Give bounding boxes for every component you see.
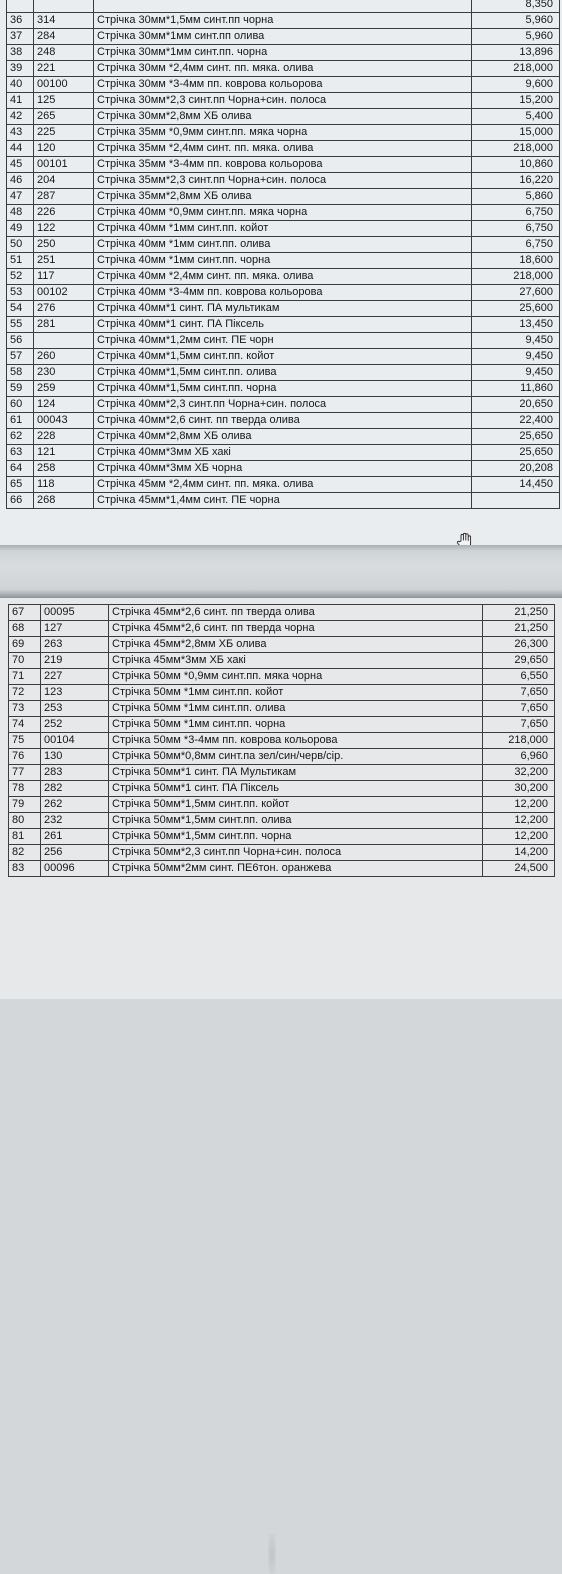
item-name-cell: Стрічка 40мм*2,3 синт.пп Чорна+син. полоса (94, 397, 472, 413)
row-number-cell: 73 (9, 701, 41, 717)
item-price-cell: 218,000 (483, 733, 555, 749)
item-price-cell: 6,550 (483, 669, 555, 685)
table-row (7, 0, 560, 13)
item-code-cell: 225 (34, 125, 94, 141)
item-price-cell: 218,000 (472, 269, 560, 285)
item-price-cell: 218,000 (472, 61, 560, 77)
item-name-cell: Стрічка 35мм *3-4мм пп. коврова кольорова (94, 157, 472, 173)
item-code-cell: 262 (41, 797, 109, 813)
table-row (7, 29, 560, 45)
item-name-cell: Стрічка 40мм*3мм ХБ хакі (94, 445, 472, 461)
table-row (9, 781, 555, 797)
item-name-cell: Стрічка 40мм*1,5мм синт.пп. олива (94, 365, 472, 381)
table-row (7, 445, 560, 461)
item-code-cell: 256 (41, 845, 109, 861)
row-number-cell: 48 (7, 205, 34, 221)
item-name-cell: Стрічка 50мм *0,9мм синт.пп. мяка чорна (109, 669, 483, 685)
item-name-cell: Стрічка 50мм *1мм синт.пп. олива (109, 701, 483, 717)
item-price-cell: 30,200 (483, 781, 555, 797)
item-name-cell: Стрічка 35мм *0,9мм синт.пп. мяка чорна (94, 125, 472, 141)
table-row (7, 301, 560, 317)
item-name-cell: Стрічка 35мм *2,4мм синт. пп. мяка. олива (94, 141, 472, 157)
item-name-cell: Стрічка 50мм*1 синт. ПА Мультикам (109, 765, 483, 781)
item-code-cell: 00100 (34, 77, 94, 93)
item-name-cell: Стрічка 30мм *3-4мм пп. коврова кольорова (94, 77, 472, 93)
item-name-cell: Стрічка 45мм *2,4мм синт. пп. мяка. олива (94, 477, 472, 493)
item-code-cell: 124 (34, 397, 94, 413)
item-name-cell: Стрічка 45мм*2,6 синт. пп тверда олива (109, 605, 483, 621)
item-name-cell: Стрічка 40мм*3мм ХБ чорна (94, 461, 472, 477)
row-number-cell: 81 (9, 829, 41, 845)
item-code-cell: 221 (34, 61, 94, 77)
row-number-cell: 69 (9, 637, 41, 653)
row-number-cell: 52 (7, 269, 34, 285)
row-number-cell: 66 (7, 493, 34, 509)
row-number-cell: 71 (9, 669, 41, 685)
item-code-cell: 226 (34, 205, 94, 221)
item-price-cell: 13,450 (472, 317, 560, 333)
item-name-cell: Стрічка 50мм *3-4мм пп. коврова кольорова (109, 733, 483, 749)
item-name-cell: Стрічка 40мм *1мм синт.пп. олива (94, 237, 472, 253)
item-price-cell: 26,300 (483, 637, 555, 653)
item-name-cell: Стрічка 30мм*2,3 синт.пп Чорна+син. полоса (94, 93, 472, 109)
item-name-cell: Стрічка 50мм *1мм синт.пп. койот (109, 685, 483, 701)
item-price-cell: 21,250 (483, 621, 555, 637)
item-code-cell: 00102 (34, 285, 94, 301)
item-code-cell: 268 (34, 493, 94, 509)
table-row (7, 61, 560, 77)
price-sheet-top (0, 0, 562, 545)
row-number-cell: 83 (9, 861, 41, 877)
item-code-cell: 204 (34, 173, 94, 189)
table-row (7, 317, 560, 333)
row-number-cell: 62 (7, 429, 34, 445)
row-number-cell: 77 (9, 765, 41, 781)
row-number-cell: 45 (7, 157, 34, 173)
item-price-cell: 7,650 (483, 701, 555, 717)
row-number-cell: 37 (7, 29, 34, 45)
row-number-cell: 39 (7, 61, 34, 77)
row-number-cell: 57 (7, 349, 34, 365)
table-row (7, 477, 560, 493)
table-row (7, 13, 560, 29)
item-code-cell: 227 (41, 669, 109, 685)
item-code-cell: 127 (41, 621, 109, 637)
row-number-cell: 44 (7, 141, 34, 157)
table-row (9, 829, 555, 845)
item-code-cell: 253 (41, 701, 109, 717)
item-code-cell: 283 (41, 765, 109, 781)
item-code-cell: 284 (34, 29, 94, 45)
table-row (7, 397, 560, 413)
row-number-cell: 65 (7, 477, 34, 493)
item-code-cell: 261 (41, 829, 109, 845)
row-number-cell: 54 (7, 301, 34, 317)
row-number-cell: 76 (9, 749, 41, 765)
item-price-cell: 25,650 (472, 429, 560, 445)
item-price-cell: 6,750 (472, 221, 560, 237)
item-price-cell: 20,650 (472, 397, 560, 413)
table-row (7, 93, 560, 109)
table-row (9, 861, 555, 877)
table-row (9, 813, 555, 829)
row-number-cell: 75 (9, 733, 41, 749)
row-number-cell: 64 (7, 461, 34, 477)
table-row (7, 109, 560, 125)
table-row (7, 253, 560, 269)
item-code-cell: 122 (34, 221, 94, 237)
row-number-cell: 41 (7, 93, 34, 109)
table-row (7, 349, 560, 365)
table-row (7, 77, 560, 93)
row-number-cell: 59 (7, 381, 34, 397)
item-price-cell (472, 493, 560, 509)
item-price-cell: 9,600 (472, 77, 560, 93)
row-number-cell: 53 (7, 285, 34, 301)
table-row (7, 413, 560, 429)
item-code-cell: 00043 (34, 413, 94, 429)
row-number-cell (7, 0, 34, 13)
row-number-cell: 49 (7, 221, 34, 237)
row-number-cell: 60 (7, 397, 34, 413)
table-row (7, 365, 560, 381)
row-number-cell: 68 (9, 621, 41, 637)
item-code-cell: 260 (34, 349, 94, 365)
table-row (9, 669, 555, 685)
item-name-cell: Стрічка 50мм*2мм синт. ПЕ6тон. оранжева (109, 861, 483, 877)
item-price-cell: 13,896 (472, 45, 560, 61)
item-code-cell: 00095 (41, 605, 109, 621)
table-row (9, 605, 555, 621)
item-name-cell: Стрічка 40мм*2,8мм ХБ олива (94, 429, 472, 445)
item-price-cell: 14,200 (483, 845, 555, 861)
item-code-cell: 00104 (41, 733, 109, 749)
screen-smudge (268, 1534, 276, 1574)
row-number-cell: 74 (9, 717, 41, 733)
table-row (7, 189, 560, 205)
item-code-cell: 258 (34, 461, 94, 477)
item-name-cell: Стрічка 50мм*0,8мм синт.па зел/син/черв/сір. (109, 749, 483, 765)
item-code-cell: 265 (34, 109, 94, 125)
item-name-cell: Стрічка 35мм*2,8мм ХБ олива (94, 189, 472, 205)
item-price-cell: 12,200 (483, 813, 555, 829)
table-row (9, 685, 555, 701)
item-price-cell: 18,600 (472, 253, 560, 269)
item-code-cell: 117 (34, 269, 94, 285)
row-number-cell: 70 (9, 653, 41, 669)
item-code-cell: 250 (34, 237, 94, 253)
item-code-cell: 259 (34, 381, 94, 397)
item-code-cell: 219 (41, 653, 109, 669)
row-number-cell: 67 (9, 605, 41, 621)
item-code-cell: 281 (34, 317, 94, 333)
item-name-cell: Стрічка 40мм *1мм синт.пп. койот (94, 221, 472, 237)
item-code-cell: 228 (34, 429, 94, 445)
item-code-cell: 263 (41, 637, 109, 653)
item-code-cell: 248 (34, 45, 94, 61)
screen-gap (0, 545, 562, 598)
item-price-cell: 7,650 (483, 685, 555, 701)
item-price-cell: 6,960 (483, 749, 555, 765)
item-price-cell: 29,650 (483, 653, 555, 669)
item-price-cell: 12,200 (483, 797, 555, 813)
item-name-cell: Стрічка 40мм*2,6 синт. пп тверда олива (94, 413, 472, 429)
item-name-cell: Стрічка 30мм *2,4мм синт. пп. мяка. олива (94, 61, 472, 77)
item-name-cell: Стрічка 35мм*2,3 синт.пп Чорна+син. полоса (94, 173, 472, 189)
item-price-cell: 6,750 (472, 205, 560, 221)
price-table-bottom (8, 604, 555, 877)
item-price-cell: 218,000 (472, 141, 560, 157)
item-name-cell: Стрічка 40мм *0,9мм синт.пп. мяка чорна (94, 205, 472, 221)
row-number-cell: 55 (7, 317, 34, 333)
item-price-cell: 7,650 (483, 717, 555, 733)
row-number-cell: 72 (9, 685, 41, 701)
table-row (7, 333, 560, 349)
table-row (9, 797, 555, 813)
table-row (7, 221, 560, 237)
item-code-cell (34, 0, 94, 13)
item-name-cell: Стрічка 50мм *1мм синт.пп. чорна (109, 717, 483, 733)
table-row (7, 141, 560, 157)
item-code-cell: 121 (34, 445, 94, 461)
item-price-cell: 5,860 (472, 189, 560, 205)
item-price-cell: 5,960 (472, 13, 560, 29)
item-price-cell: 15,200 (472, 93, 560, 109)
item-name-cell: Стрічка 40мм *3-4мм пп. коврова кольорова (94, 285, 472, 301)
item-price-cell: 9,450 (472, 349, 560, 365)
item-name-cell: Стрічка 40мм*1 синт. ПА мультикам (94, 301, 472, 317)
table-row (9, 717, 555, 733)
table-row (9, 765, 555, 781)
item-name-cell (94, 0, 472, 13)
item-price-cell: 12,200 (483, 829, 555, 845)
item-code-cell: 00101 (34, 157, 94, 173)
table-row (9, 653, 555, 669)
item-code-cell: 251 (34, 253, 94, 269)
row-number-cell: 42 (7, 109, 34, 125)
item-price-cell: 15,000 (472, 125, 560, 141)
row-number-cell: 61 (7, 413, 34, 429)
item-name-cell: Стрічка 50мм*1,5мм синт.пп. койот (109, 797, 483, 813)
row-number-cell: 63 (7, 445, 34, 461)
table-row (7, 285, 560, 301)
item-name-cell: Стрічка 40мм*1,5мм синт.пп. чорна (94, 381, 472, 397)
item-name-cell: Стрічка 40мм*1 синт. ПА Піксель (94, 317, 472, 333)
item-price-cell: 5,400 (472, 109, 560, 125)
row-number-cell: 38 (7, 45, 34, 61)
row-number-cell: 80 (9, 813, 41, 829)
item-price-cell: 10,860 (472, 157, 560, 173)
item-price-cell: 8,350 (472, 0, 560, 13)
item-name-cell: Стрічка 30мм*1мм синт.пп. чорна (94, 45, 472, 61)
item-price-cell: 32,200 (483, 765, 555, 781)
item-name-cell: Стрічка 40мм*1,5мм синт.пп. койот (94, 349, 472, 365)
item-name-cell: Стрічка 40мм *1мм синт.пп. чорна (94, 253, 472, 269)
item-name-cell: Стрічка 30мм*1,5мм синт.пп чорна (94, 13, 472, 29)
item-code-cell: 230 (34, 365, 94, 381)
item-price-cell: 20,208 (472, 461, 560, 477)
table-row (7, 461, 560, 477)
item-code-cell: 123 (41, 685, 109, 701)
item-code-cell: 00096 (41, 861, 109, 877)
item-code-cell: 232 (41, 813, 109, 829)
row-number-cell: 36 (7, 13, 34, 29)
item-price-cell: 25,650 (472, 445, 560, 461)
item-code-cell: 276 (34, 301, 94, 317)
item-name-cell: Стрічка 40мм*1,2мм синт. ПЕ чорн (94, 333, 472, 349)
item-price-cell: 16,220 (472, 173, 560, 189)
row-number-cell: 40 (7, 77, 34, 93)
item-price-cell: 11,860 (472, 381, 560, 397)
item-name-cell: Стрічка 45мм*1,4мм синт. ПЕ чорна (94, 493, 472, 509)
item-code-cell: 125 (34, 93, 94, 109)
item-code-cell: 130 (41, 749, 109, 765)
item-name-cell: Стрічка 40мм *2,4мм синт. пп. мяка. олива (94, 269, 472, 285)
row-number-cell: 46 (7, 173, 34, 189)
table-row (7, 173, 560, 189)
item-name-cell: Стрічка 45мм*3мм ХБ хакі (109, 653, 483, 669)
table-row (9, 733, 555, 749)
table-row (7, 205, 560, 221)
row-number-cell: 58 (7, 365, 34, 381)
item-price-cell: 27,600 (472, 285, 560, 301)
table-row (7, 45, 560, 61)
item-name-cell: Стрічка 45мм*2,8мм ХБ олива (109, 637, 483, 653)
table-row (7, 269, 560, 285)
item-name-cell: Стрічка 45мм*2,6 синт. пп тверда чорна (109, 621, 483, 637)
item-price-cell: 25,600 (472, 301, 560, 317)
table-row (7, 157, 560, 173)
row-number-cell: 43 (7, 125, 34, 141)
item-name-cell: Стрічка 30мм*1мм синт.пп олива (94, 29, 472, 45)
item-price-cell: 14,450 (472, 477, 560, 493)
table-row (9, 749, 555, 765)
table-row (7, 493, 560, 509)
item-code-cell (34, 333, 94, 349)
item-name-cell: Стрічка 50мм*1 синт. ПА Піксель (109, 781, 483, 797)
price-table-top (6, 0, 560, 509)
row-number-cell: 78 (9, 781, 41, 797)
table-row (7, 429, 560, 445)
item-code-cell: 282 (41, 781, 109, 797)
item-code-cell: 118 (34, 477, 94, 493)
item-name-cell: Стрічка 50мм*1,5мм синт.пп. чорна (109, 829, 483, 845)
row-number-cell: 79 (9, 797, 41, 813)
item-code-cell: 314 (34, 13, 94, 29)
item-name-cell: Стрічка 50мм*1,5мм синт.пп. олива (109, 813, 483, 829)
item-price-cell: 9,450 (472, 333, 560, 349)
table-row (7, 381, 560, 397)
table-row (9, 621, 555, 637)
item-name-cell: Стрічка 30мм*2,8мм ХБ олива (94, 109, 472, 125)
row-number-cell: 51 (7, 253, 34, 269)
table-row (9, 701, 555, 717)
table-row (7, 237, 560, 253)
item-price-cell: 24,500 (483, 861, 555, 877)
item-price-cell: 6,750 (472, 237, 560, 253)
table-row (9, 845, 555, 861)
item-price-cell: 5,960 (472, 29, 560, 45)
row-number-cell: 56 (7, 333, 34, 349)
item-price-cell: 9,450 (472, 365, 560, 381)
table-row (9, 637, 555, 653)
item-name-cell: Стрічка 50мм*2,3 синт.пп Чорна+син. полоса (109, 845, 483, 861)
item-price-cell: 21,250 (483, 605, 555, 621)
row-number-cell: 47 (7, 189, 34, 205)
row-number-cell: 50 (7, 237, 34, 253)
item-code-cell: 120 (34, 141, 94, 157)
item-code-cell: 252 (41, 717, 109, 733)
item-price-cell: 22,400 (472, 413, 560, 429)
item-code-cell: 287 (34, 189, 94, 205)
table-row (7, 125, 560, 141)
row-number-cell: 82 (9, 845, 41, 861)
